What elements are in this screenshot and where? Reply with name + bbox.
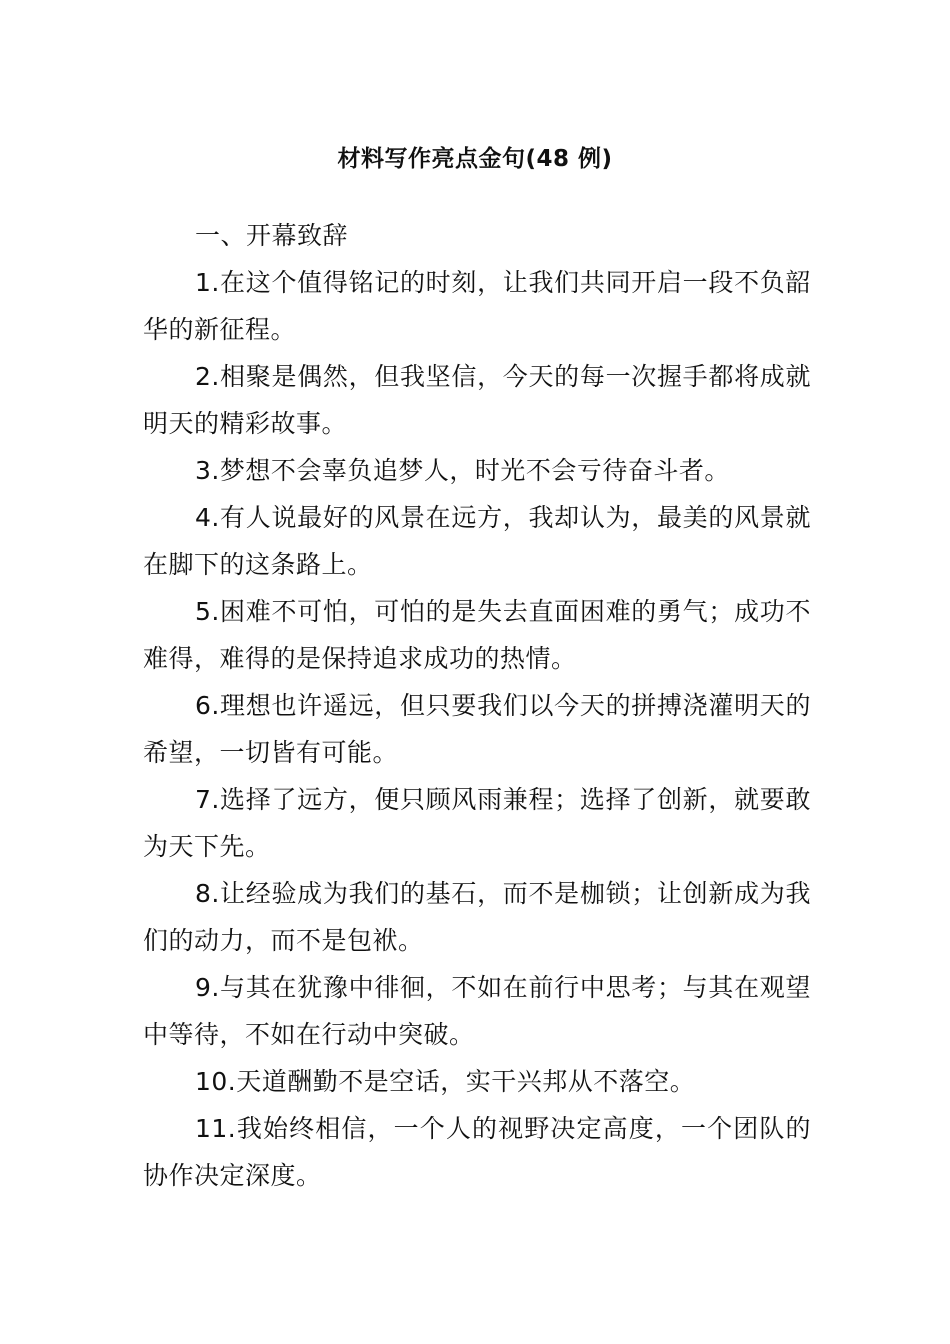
list-item: 11.我始终相信，一个人的视野决定高度，一个团队的协作决定深度。 [143,1114,811,1190]
document-body [143,212,811,1199]
list-item: 4.有人说最好的风景在远方，我却认为，最美的风景就在脚下的这条路上。 [143,503,811,579]
list-item: 3.梦想不会辜负追梦人，时光不会亏待奋斗者。 [195,456,730,485]
list-item: 5.困难不可怕，可怕的是失去直面困难的勇气；成功不难得，难得的是保持追求成功的热情。 [143,597,811,673]
list-item: 7.选择了远方，便只顾风雨兼程；选择了创新，就要敢为天下先。 [143,785,811,861]
list-item: 1.在这个值得铭记的时刻，让我们共同开启一段不负韶华的新征程。 [143,268,811,344]
document-title: 材料写作亮点金句(48 例) [337,146,613,172]
list-item: 6.理想也许遥远，但只要我们以今天的拼搏浇灌明天的希望，一切皆有可能。 [143,691,811,767]
list-item: 9.与其在犹豫中徘徊，不如在前行中思考；与其在观望中等待，不如在行动中突破。 [143,973,811,1049]
section-heading: 一、开幕致辞 [195,221,349,250]
list-item: 2.相聚是偶然，但我坚信，今天的每一次握手都将成就明天的精彩故事。 [143,362,811,438]
list-item: 10.天道酬勤不是空话，实干兴邦从不落空。 [195,1067,696,1096]
list-item: 8.让经验成为我们的基石，而不是枷锁；让创新成为我们的动力，而不是包袱。 [143,879,811,955]
